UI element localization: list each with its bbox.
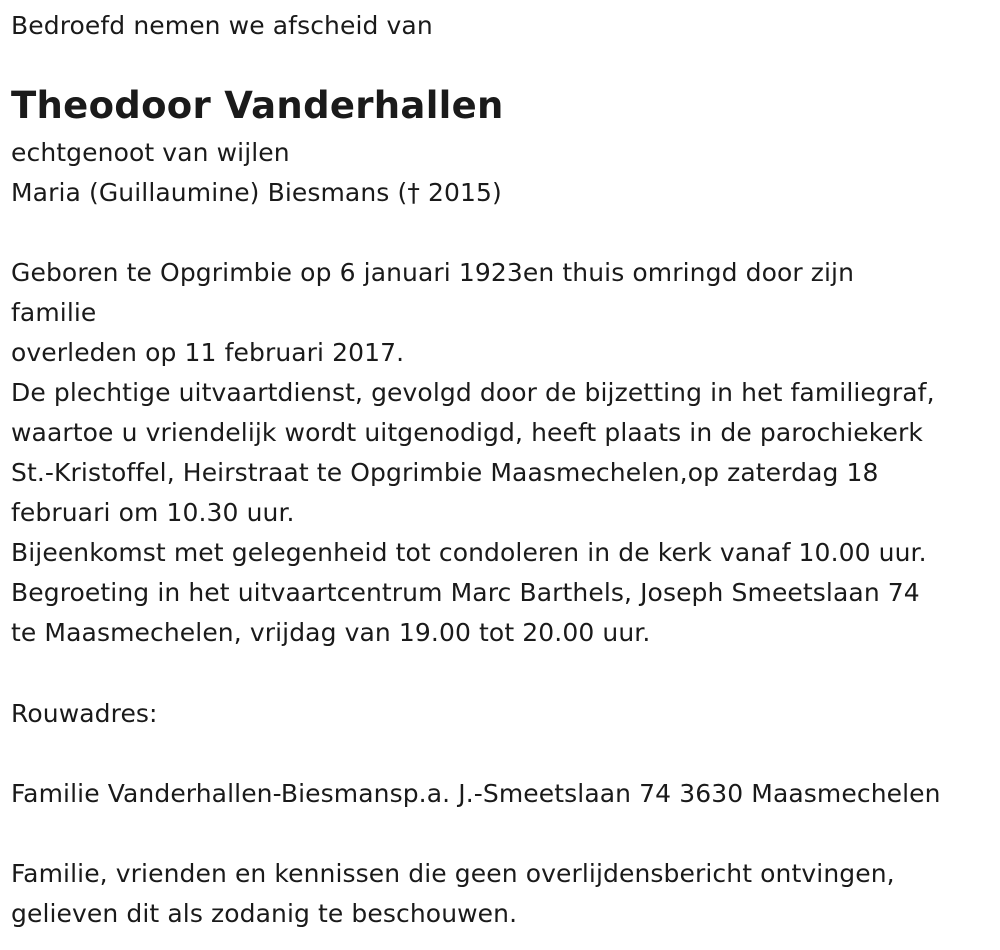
detail-line: De plechtige uitvaartdienst, gevolgd door de bijzetting in het familiegraf, <box>11 378 935 407</box>
spouse-line: Maria (Guillaumine) Biesmans († 2015) <box>11 178 502 207</box>
detail-line: familie <box>11 298 97 327</box>
rouwadres-heading <box>11 694 158 734</box>
closing-line: gelieven dit als zodanig te beschouwen. <box>11 899 518 928</box>
rouwadres-address: Familie Vanderhallen-Biesmansp.a. J.-Smeetslaan 74 3630 Maasmechelen <box>11 779 941 808</box>
detail-line: overleden op 11 februari 2017. <box>11 338 405 367</box>
intro-text: Bedroefd nemen we afscheid van <box>11 11 433 40</box>
detail-line: februari om 10.30 uur. <box>11 498 295 527</box>
detail-line: St.-Kristoffel, Heirstraat te Opgrimbie Maasmechelen,op zaterdag 18 <box>11 458 879 487</box>
rouwadres-block <box>11 774 941 814</box>
detail-line: Geboren te Opgrimbie op 6 januari 1923en thuis omringd door zijn <box>11 258 855 287</box>
detail-line: Bijeenkomst met gelegenheid tot condoleren in de kerk vanaf 10.00 uur. <box>11 538 927 567</box>
detail-line: te Maasmechelen, vrijdag van 19.00 tot 20.00 uur. <box>11 618 651 647</box>
deceased-name: Theodoor Vanderhallen <box>11 84 504 127</box>
spouse-block <box>11 133 502 213</box>
closing-line: Familie, vrienden en kennissen die geen overlijdensbericht ontvingen, <box>11 859 895 888</box>
closing-block <box>11 854 895 934</box>
detail-line: Begroeting in het uitvaartcentrum Marc Barthels, Joseph Smeetslaan 74 <box>11 578 920 607</box>
rouwadres-label: Rouwadres: <box>11 699 158 728</box>
funeral-details <box>11 253 935 653</box>
spouse-line: echtgenoot van wijlen <box>11 138 290 167</box>
detail-line: waartoe u vriendelijk wordt uitgenodigd, heeft plaats in de parochiekerk <box>11 418 923 447</box>
